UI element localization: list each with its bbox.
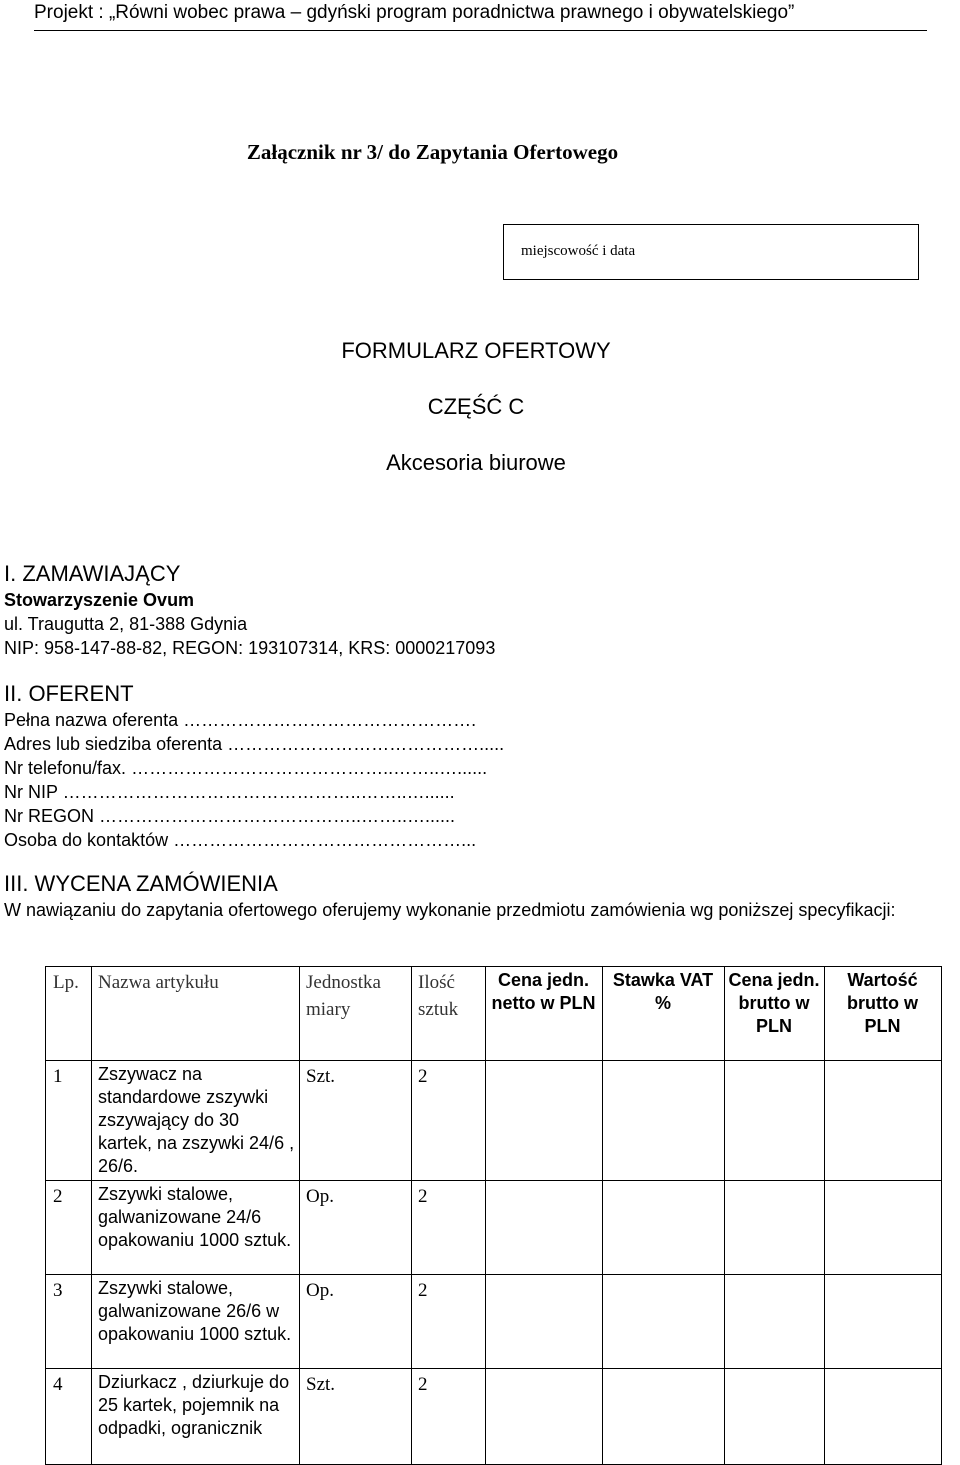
row-unit: Szt. bbox=[300, 1369, 412, 1465]
org-name: Stowarzyszenie Ovum bbox=[4, 590, 195, 610]
project-header: Projekt : „Równi wobec prawa – gdyński program poradnictwa prawnego i obywatelskiego” bbox=[34, 2, 795, 23]
row-vat-input[interactable] bbox=[603, 1369, 725, 1465]
row-qty: 2 bbox=[412, 1369, 486, 1465]
row-total-input[interactable] bbox=[825, 1275, 942, 1369]
table-row bbox=[46, 1275, 942, 1369]
section2-heading: II. OFERENT bbox=[4, 681, 134, 706]
org-ids: NIP: 958-147-88-82, REGON: 193107314, KRS: 0000217093 bbox=[4, 638, 496, 658]
row-qty: 2 bbox=[412, 1181, 486, 1275]
col-unit-header: Jednostka miary bbox=[300, 967, 412, 1061]
section-ordering-party bbox=[4, 560, 495, 660]
row-item-name: Dziurkacz , dziurkuje do 25 kartek, pojemnik na odpadki, ogranicznik bbox=[92, 1369, 300, 1465]
col-lp-header: Lp. bbox=[46, 967, 92, 1061]
section3-heading: III. WYCENA ZAMÓWIENIA bbox=[4, 871, 278, 896]
row-item-name: Zszywki stalowe, galwanizowane 26/6 w opakowaniu 1000 sztuk. bbox=[92, 1275, 300, 1369]
form-title: FORMULARZ OFERTOWY bbox=[341, 338, 611, 363]
bidder-full-name-field[interactable]: Pełna nazwa oferenta …………………………………………. bbox=[4, 710, 477, 730]
col-qty-header: Ilość sztuk bbox=[412, 967, 486, 1061]
row-vat-input[interactable] bbox=[603, 1275, 725, 1369]
row-qty: 2 bbox=[412, 1275, 486, 1369]
org-address: ul. Traugutta 2, 81-388 Gdynia bbox=[4, 614, 248, 634]
bidder-address-field[interactable]: Adres lub siedziba oferenta ……………………………………..... bbox=[4, 734, 505, 754]
row-gross-price-input[interactable] bbox=[725, 1275, 825, 1369]
pricing-table bbox=[45, 966, 942, 1465]
pricing-intro: W nawiązaniu do zapytania ofertowego oferujemy wykonanie przedmiotu zamówienia wg poniższej specyfikacji: bbox=[4, 900, 896, 920]
table-header-row bbox=[46, 967, 942, 1061]
col-vat-header: Stawka VAT % bbox=[603, 967, 725, 1061]
col-gross-price-header: Cena jedn. brutto w PLN bbox=[725, 967, 825, 1061]
place-date-label: miejscowość i data bbox=[521, 243, 636, 259]
row-net-price-input[interactable] bbox=[486, 1275, 603, 1369]
row-gross-price-input[interactable] bbox=[725, 1061, 825, 1181]
table-row bbox=[46, 1369, 942, 1465]
section-bidder bbox=[4, 680, 504, 852]
row-unit: Op. bbox=[300, 1275, 412, 1369]
bidder-regon-field[interactable]: Nr REGON ……………………………………..……..…...... bbox=[4, 806, 456, 826]
row-lp: 2 bbox=[46, 1181, 92, 1275]
table-row bbox=[46, 1181, 942, 1275]
row-lp: 3 bbox=[46, 1275, 92, 1369]
row-qty: 2 bbox=[412, 1061, 486, 1181]
row-gross-price-input[interactable] bbox=[725, 1181, 825, 1275]
bidder-nip-field[interactable]: Nr NIP …………………………………………..……..…...... bbox=[4, 782, 455, 802]
row-gross-price-input[interactable] bbox=[725, 1369, 825, 1465]
row-unit: Op. bbox=[300, 1181, 412, 1275]
bidder-phone-field[interactable]: Nr telefonu/fax. ……………………………………..……..…...... bbox=[4, 758, 488, 778]
section1-heading: I. ZAMAWIAJĄCY bbox=[4, 561, 181, 586]
col-total-header: Wartość brutto w PLN bbox=[825, 967, 942, 1061]
part-title: CZĘŚĆ C bbox=[427, 394, 525, 419]
row-item-name: Zszywacz na standardowe zszywki zszywający do 30 kartek, na zszywki 24/6 , 26/6. bbox=[92, 1061, 300, 1181]
subject-title: Akcesoria biurowe bbox=[386, 450, 566, 475]
row-vat-input[interactable] bbox=[603, 1181, 725, 1275]
section-pricing bbox=[4, 870, 904, 922]
row-lp: 1 bbox=[46, 1061, 92, 1181]
annex-title: Załącznik nr 3/ do Zapytania Ofertowego bbox=[246, 140, 619, 164]
table-row bbox=[46, 1061, 942, 1181]
row-unit: Szt. bbox=[300, 1061, 412, 1181]
row-lp: 4 bbox=[46, 1369, 92, 1465]
row-total-input[interactable] bbox=[825, 1369, 942, 1465]
header-divider bbox=[34, 30, 927, 31]
row-total-input[interactable] bbox=[825, 1061, 942, 1181]
row-net-price-input[interactable] bbox=[486, 1061, 603, 1181]
row-net-price-input[interactable] bbox=[486, 1369, 603, 1465]
place-date-box[interactable] bbox=[503, 224, 919, 280]
col-name-header: Nazwa artykułu bbox=[92, 967, 300, 1061]
row-item-name: Zszywki stalowe, galwanizowane 24/6 opakowaniu 1000 sztuk. bbox=[92, 1181, 300, 1275]
row-net-price-input[interactable] bbox=[486, 1181, 603, 1275]
row-vat-input[interactable] bbox=[603, 1061, 725, 1181]
row-total-input[interactable] bbox=[825, 1181, 942, 1275]
bidder-contact-field[interactable]: Osoba do kontaktów …………………………………………... bbox=[4, 830, 477, 850]
col-net-price-header: Cena jedn. netto w PLN bbox=[486, 967, 603, 1061]
